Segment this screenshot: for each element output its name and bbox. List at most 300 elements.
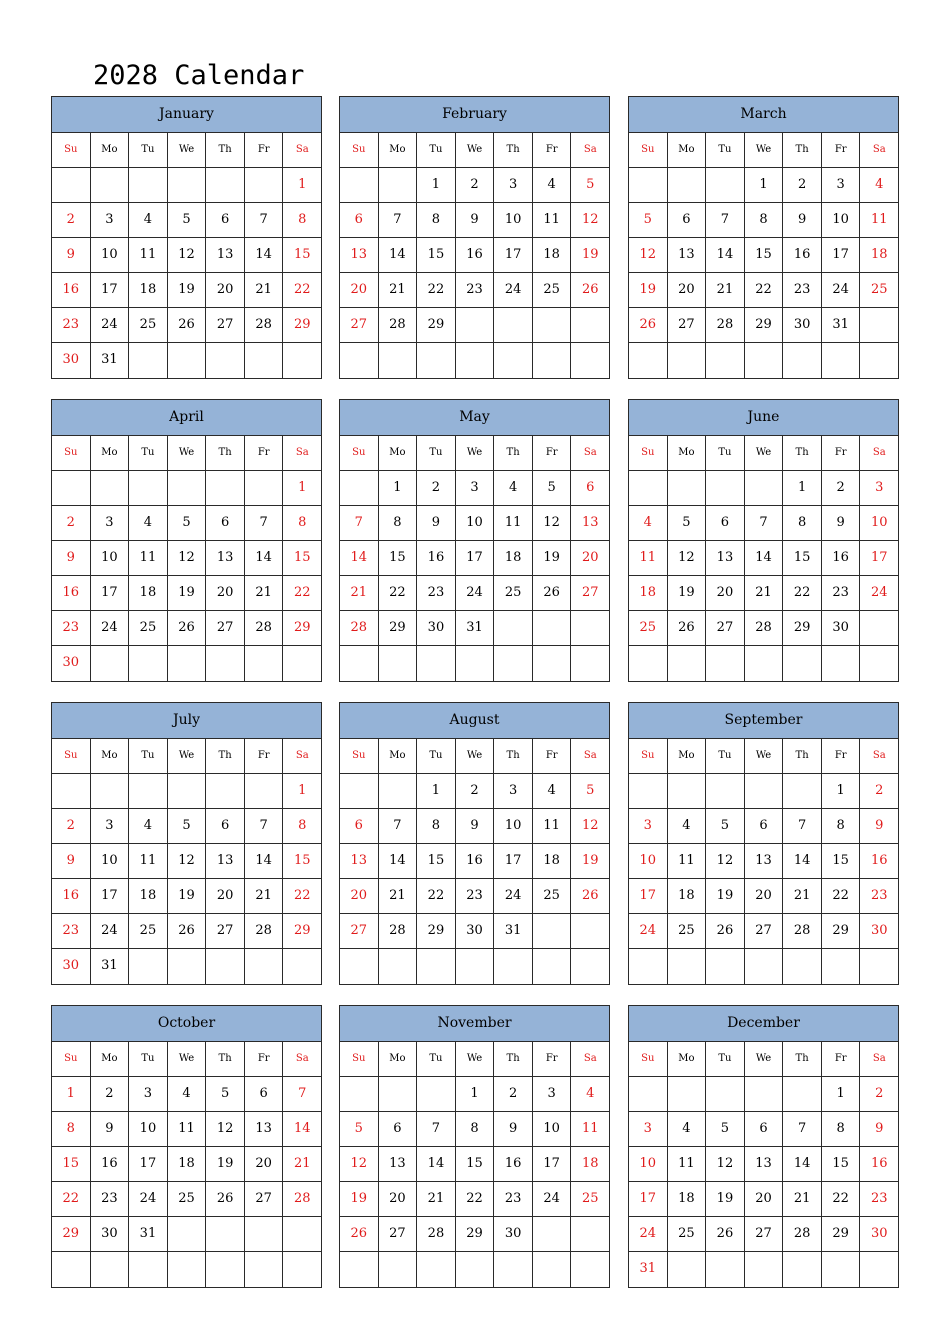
day-cell: 29 <box>417 914 456 948</box>
week-row <box>52 611 321 646</box>
day-cell: 21 <box>417 1182 456 1216</box>
day-cell <box>822 343 861 378</box>
day-cell <box>168 168 207 202</box>
day-cell <box>745 471 784 505</box>
day-cell <box>494 949 533 984</box>
day-cell: 28 <box>245 914 284 948</box>
day-cell: 17 <box>129 1147 168 1181</box>
day-cell: 8 <box>298 818 307 833</box>
weekday-label: Sa <box>583 750 597 761</box>
day-cell: 23 <box>52 611 91 645</box>
weekday-label: Su <box>629 436 668 470</box>
weekday-label: Th <box>494 133 533 167</box>
day-cell: 9 <box>52 238 91 272</box>
week-row <box>52 541 321 576</box>
day-cell: 15 <box>417 238 456 272</box>
month-title: December <box>629 1006 898 1042</box>
day-cell: 29 <box>52 1217 91 1251</box>
day-cell: 4 <box>494 471 533 505</box>
day-cell: 25 <box>494 576 533 610</box>
week-row <box>629 1252 898 1287</box>
day-cell: 8 <box>417 809 456 843</box>
day-cell: 12 <box>629 238 668 272</box>
day-cell: 30 <box>52 343 91 378</box>
week-row <box>340 273 609 308</box>
day-cell: 25 <box>581 1191 599 1206</box>
day-cell: 27 <box>745 914 784 948</box>
day-cell: 11 <box>629 541 668 575</box>
day-cell: 8 <box>456 1112 495 1146</box>
day-cell: 31 <box>456 611 495 645</box>
day-cell: 25 <box>668 914 707 948</box>
weekday-label: Th <box>494 436 533 470</box>
day-cell: 13 <box>245 1112 284 1146</box>
day-cell: 7 <box>245 809 284 843</box>
day-cell: 16 <box>52 273 91 307</box>
day-cell <box>340 1252 379 1287</box>
month-title: November <box>340 1006 609 1042</box>
weekday-label: We <box>168 1042 207 1076</box>
day-cell: 11 <box>581 1121 599 1136</box>
day-cell <box>340 949 379 984</box>
month-march <box>628 96 899 379</box>
day-cell: 29 <box>456 1217 495 1251</box>
day-cell: 14 <box>783 844 822 878</box>
day-cell: 6 <box>340 809 379 843</box>
day-cell: 6 <box>586 480 595 495</box>
month-title: June <box>629 400 898 436</box>
day-cell: 3 <box>91 506 130 540</box>
day-cell: 30 <box>417 611 456 645</box>
day-cell: 11 <box>129 238 168 272</box>
day-cell: 7 <box>379 809 418 843</box>
day-cell: 25 <box>629 611 668 645</box>
week-row <box>340 949 609 984</box>
weekday-header-row <box>629 1042 898 1077</box>
day-cell <box>533 1217 572 1251</box>
week-row <box>340 1252 609 1287</box>
day-cell: 16 <box>456 238 495 272</box>
day-cell: 6 <box>340 203 379 237</box>
day-cell: 20 <box>245 1147 284 1181</box>
week-row <box>629 879 898 914</box>
day-cell: 27 <box>340 914 379 948</box>
day-cell: 19 <box>206 1147 245 1181</box>
day-cell: 26 <box>706 1217 745 1251</box>
day-cell: 19 <box>668 576 707 610</box>
week-row <box>340 774 609 809</box>
week-row <box>629 168 898 203</box>
week-row <box>629 809 898 844</box>
day-cell: 11 <box>870 212 888 227</box>
week-row <box>52 203 321 238</box>
day-cell <box>668 471 707 505</box>
day-cell <box>417 1077 456 1111</box>
day-cell: 19 <box>168 879 207 913</box>
day-cell: 13 <box>668 238 707 272</box>
day-cell <box>822 646 861 681</box>
day-cell <box>706 1077 745 1111</box>
day-cell <box>91 1252 130 1287</box>
week-row <box>52 774 321 809</box>
day-cell: 30 <box>52 646 91 681</box>
weekday-label: Fr <box>822 739 861 773</box>
day-cell <box>91 168 130 202</box>
day-cell <box>571 343 609 378</box>
day-cell: 3 <box>91 203 130 237</box>
weekday-label: Su <box>629 1042 668 1076</box>
week-row <box>340 611 609 646</box>
day-cell <box>571 611 609 645</box>
day-cell: 11 <box>533 203 572 237</box>
month-title: October <box>52 1006 321 1042</box>
day-cell: 27 <box>706 611 745 645</box>
day-cell: 18 <box>129 576 168 610</box>
day-cell: 10 <box>129 1112 168 1146</box>
week-row <box>340 809 609 844</box>
week-row <box>629 949 898 984</box>
day-cell <box>668 774 707 808</box>
day-cell: 29 <box>745 308 784 342</box>
day-cell: 14 <box>293 1121 311 1136</box>
day-cell: 28 <box>783 914 822 948</box>
day-cell <box>456 1252 495 1287</box>
day-cell: 10 <box>870 515 888 530</box>
day-cell: 31 <box>494 914 533 948</box>
day-cell: 31 <box>91 949 130 984</box>
week-row <box>629 646 898 681</box>
week-row <box>52 273 321 308</box>
day-cell: 12 <box>206 1112 245 1146</box>
day-cell <box>283 343 321 378</box>
day-cell: 16 <box>870 853 888 868</box>
day-cell: 14 <box>783 1147 822 1181</box>
day-cell: 5 <box>706 1112 745 1146</box>
day-cell <box>706 343 745 378</box>
day-cell: 12 <box>168 541 207 575</box>
day-cell: 20 <box>206 879 245 913</box>
day-cell: 26 <box>168 308 207 342</box>
day-cell: 9 <box>456 203 495 237</box>
weekday-label: Su <box>52 436 91 470</box>
day-cell <box>245 471 284 505</box>
day-cell: 15 <box>783 541 822 575</box>
day-cell <box>629 949 668 984</box>
day-cell: 30 <box>91 1217 130 1251</box>
day-cell <box>494 646 533 681</box>
day-cell <box>860 949 898 984</box>
day-cell: 22 <box>293 282 311 297</box>
day-cell: 11 <box>668 844 707 878</box>
day-cell <box>379 1252 418 1287</box>
day-cell: 30 <box>52 949 91 984</box>
day-cell <box>706 949 745 984</box>
day-cell <box>340 343 379 378</box>
day-cell: 21 <box>340 576 379 610</box>
weekday-label: Sa <box>295 1053 309 1064</box>
day-cell: 2 <box>783 168 822 202</box>
day-cell: 1 <box>783 471 822 505</box>
day-cell <box>206 1252 245 1287</box>
day-cell <box>860 308 898 342</box>
week-row <box>52 914 321 949</box>
day-cell <box>745 646 784 681</box>
day-cell: 29 <box>379 611 418 645</box>
weekday-label: Fr <box>533 133 572 167</box>
day-cell: 3 <box>822 168 861 202</box>
weekday-label: Th <box>494 1042 533 1076</box>
month-july <box>51 702 322 985</box>
day-cell: 28 <box>245 611 284 645</box>
day-cell: 6 <box>379 1112 418 1146</box>
day-cell: 20 <box>745 1182 784 1216</box>
day-cell: 20 <box>706 576 745 610</box>
month-september <box>628 702 899 985</box>
day-cell <box>168 646 207 681</box>
day-cell: 1 <box>417 774 456 808</box>
day-cell: 18 <box>629 576 668 610</box>
day-cell: 9 <box>494 1112 533 1146</box>
day-cell: 18 <box>533 238 572 272</box>
day-cell: 21 <box>293 1156 311 1171</box>
day-cell: 11 <box>494 506 533 540</box>
day-cell: 23 <box>456 879 495 913</box>
day-cell: 5 <box>668 506 707 540</box>
week-row <box>340 1147 609 1182</box>
month-february <box>339 96 610 379</box>
weekday-label: Su <box>52 1042 91 1076</box>
weekday-label: Fr <box>245 436 284 470</box>
week-row <box>340 343 609 378</box>
weekday-label: Mo <box>91 739 130 773</box>
day-cell <box>494 343 533 378</box>
day-cell: 28 <box>706 308 745 342</box>
day-cell <box>417 1252 456 1287</box>
day-cell: 6 <box>245 1077 284 1111</box>
day-cell: 15 <box>293 247 311 262</box>
weekday-label: Fr <box>245 133 284 167</box>
day-cell: 7 <box>706 203 745 237</box>
day-cell: 1 <box>298 783 307 798</box>
day-cell: 1 <box>379 471 418 505</box>
day-cell: 14 <box>245 844 284 878</box>
weekday-label: Tu <box>417 133 456 167</box>
day-cell <box>822 949 861 984</box>
day-cell: 22 <box>456 1182 495 1216</box>
day-cell: 8 <box>822 809 861 843</box>
day-cell: 28 <box>783 1217 822 1251</box>
day-cell <box>206 1217 245 1251</box>
day-cell: 23 <box>52 914 91 948</box>
week-row <box>52 238 321 273</box>
day-cell: 23 <box>456 273 495 307</box>
day-cell: 22 <box>745 273 784 307</box>
day-cell: 19 <box>168 273 207 307</box>
weekday-label: We <box>168 436 207 470</box>
weekday-label: Th <box>206 739 245 773</box>
day-cell: 5 <box>586 177 595 192</box>
weekday-label: Fr <box>822 436 861 470</box>
day-cell <box>129 168 168 202</box>
day-cell: 25 <box>533 879 572 913</box>
week-row <box>52 343 321 378</box>
day-cell <box>706 774 745 808</box>
day-cell: 18 <box>168 1147 207 1181</box>
day-cell: 14 <box>745 541 784 575</box>
day-cell: 20 <box>206 576 245 610</box>
day-cell: 17 <box>494 844 533 878</box>
month-june <box>628 399 899 682</box>
day-cell <box>283 949 321 984</box>
day-cell: 20 <box>581 550 599 565</box>
day-cell <box>571 1217 609 1251</box>
day-cell: 22 <box>379 576 418 610</box>
day-cell: 22 <box>822 1182 861 1216</box>
day-cell: 30 <box>494 1217 533 1251</box>
day-cell: 15 <box>456 1147 495 1181</box>
day-cell: 11 <box>129 541 168 575</box>
day-cell: 29 <box>783 611 822 645</box>
day-cell: 23 <box>870 888 888 903</box>
day-cell: 2 <box>52 809 91 843</box>
day-cell: 19 <box>629 273 668 307</box>
day-cell: 27 <box>245 1182 284 1216</box>
day-cell: 28 <box>293 1191 311 1206</box>
week-row <box>340 471 609 506</box>
day-cell: 30 <box>870 1226 888 1241</box>
day-cell <box>668 343 707 378</box>
day-cell <box>52 471 91 505</box>
day-cell <box>571 1252 609 1287</box>
day-cell <box>417 949 456 984</box>
day-cell <box>860 343 898 378</box>
day-cell: 27 <box>206 611 245 645</box>
day-cell: 4 <box>533 168 572 202</box>
month-december <box>628 1005 899 1288</box>
day-cell <box>745 774 784 808</box>
weekday-label: We <box>745 436 784 470</box>
day-cell <box>668 949 707 984</box>
day-cell: 1 <box>298 177 307 192</box>
day-cell: 12 <box>706 844 745 878</box>
day-cell <box>283 1252 321 1287</box>
day-cell: 24 <box>91 308 130 342</box>
day-cell <box>245 646 284 681</box>
day-cell: 3 <box>456 471 495 505</box>
weekday-label: Tu <box>417 1042 456 1076</box>
day-cell: 28 <box>417 1217 456 1251</box>
weekday-label: Th <box>783 436 822 470</box>
day-cell <box>533 646 572 681</box>
day-cell: 27 <box>668 308 707 342</box>
day-cell: 27 <box>340 308 379 342</box>
day-cell <box>668 646 707 681</box>
weekday-label: Sa <box>583 1053 597 1064</box>
month-title: April <box>52 400 321 436</box>
weekday-label: Fr <box>245 1042 284 1076</box>
week-row <box>340 646 609 681</box>
week-row <box>629 1147 898 1182</box>
weekday-label: Tu <box>706 133 745 167</box>
day-cell: 14 <box>340 541 379 575</box>
weekday-label: Tu <box>706 1042 745 1076</box>
day-cell: 21 <box>245 879 284 913</box>
day-cell: 24 <box>494 879 533 913</box>
weekday-header-row <box>340 436 609 471</box>
weekday-label: Tu <box>129 739 168 773</box>
day-cell: 10 <box>533 1112 572 1146</box>
week-row <box>340 844 609 879</box>
day-cell: 21 <box>745 576 784 610</box>
week-row <box>629 273 898 308</box>
day-cell: 27 <box>206 914 245 948</box>
day-cell: 17 <box>91 576 130 610</box>
weekday-label: We <box>745 1042 784 1076</box>
day-cell: 18 <box>668 1182 707 1216</box>
weekday-header-row <box>52 1042 321 1077</box>
day-cell <box>533 343 572 378</box>
day-cell <box>245 343 284 378</box>
day-cell <box>822 1252 861 1287</box>
day-cell: 1 <box>417 168 456 202</box>
day-cell: 15 <box>52 1147 91 1181</box>
weekday-header-row <box>629 133 898 168</box>
week-row <box>52 1077 321 1112</box>
week-row <box>340 914 609 949</box>
weekday-label: We <box>456 739 495 773</box>
day-cell <box>860 1252 898 1287</box>
day-cell: 24 <box>822 273 861 307</box>
day-cell: 12 <box>581 212 599 227</box>
week-row <box>340 1077 609 1112</box>
day-cell <box>168 774 207 808</box>
day-cell: 8 <box>417 203 456 237</box>
week-row <box>52 168 321 203</box>
weekday-label: We <box>456 436 495 470</box>
day-cell: 4 <box>629 506 668 540</box>
day-cell: 12 <box>668 541 707 575</box>
weekday-label: Fr <box>822 133 861 167</box>
day-cell: 28 <box>340 611 379 645</box>
week-row <box>340 168 609 203</box>
day-cell: 1 <box>298 480 307 495</box>
weekday-label: Mo <box>668 436 707 470</box>
day-cell: 5 <box>586 783 595 798</box>
day-cell: 8 <box>822 1112 861 1146</box>
weekday-label: Mo <box>668 1042 707 1076</box>
day-cell: 21 <box>245 273 284 307</box>
week-row <box>629 914 898 949</box>
day-cell <box>379 949 418 984</box>
day-cell: 30 <box>822 611 861 645</box>
day-cell: 29 <box>822 1217 861 1251</box>
week-row <box>340 1217 609 1252</box>
day-cell: 13 <box>206 541 245 575</box>
day-cell: 15 <box>379 541 418 575</box>
day-cell: 18 <box>870 247 888 262</box>
day-cell: 10 <box>91 238 130 272</box>
day-cell <box>129 343 168 378</box>
day-cell: 7 <box>245 506 284 540</box>
month-title: March <box>629 97 898 133</box>
day-cell: 7 <box>340 506 379 540</box>
day-cell: 20 <box>340 273 379 307</box>
weekday-header-row <box>340 133 609 168</box>
weekday-label: Su <box>340 739 379 773</box>
weekday-label: Tu <box>129 1042 168 1076</box>
day-cell: 10 <box>629 1147 668 1181</box>
day-cell <box>168 1252 207 1287</box>
